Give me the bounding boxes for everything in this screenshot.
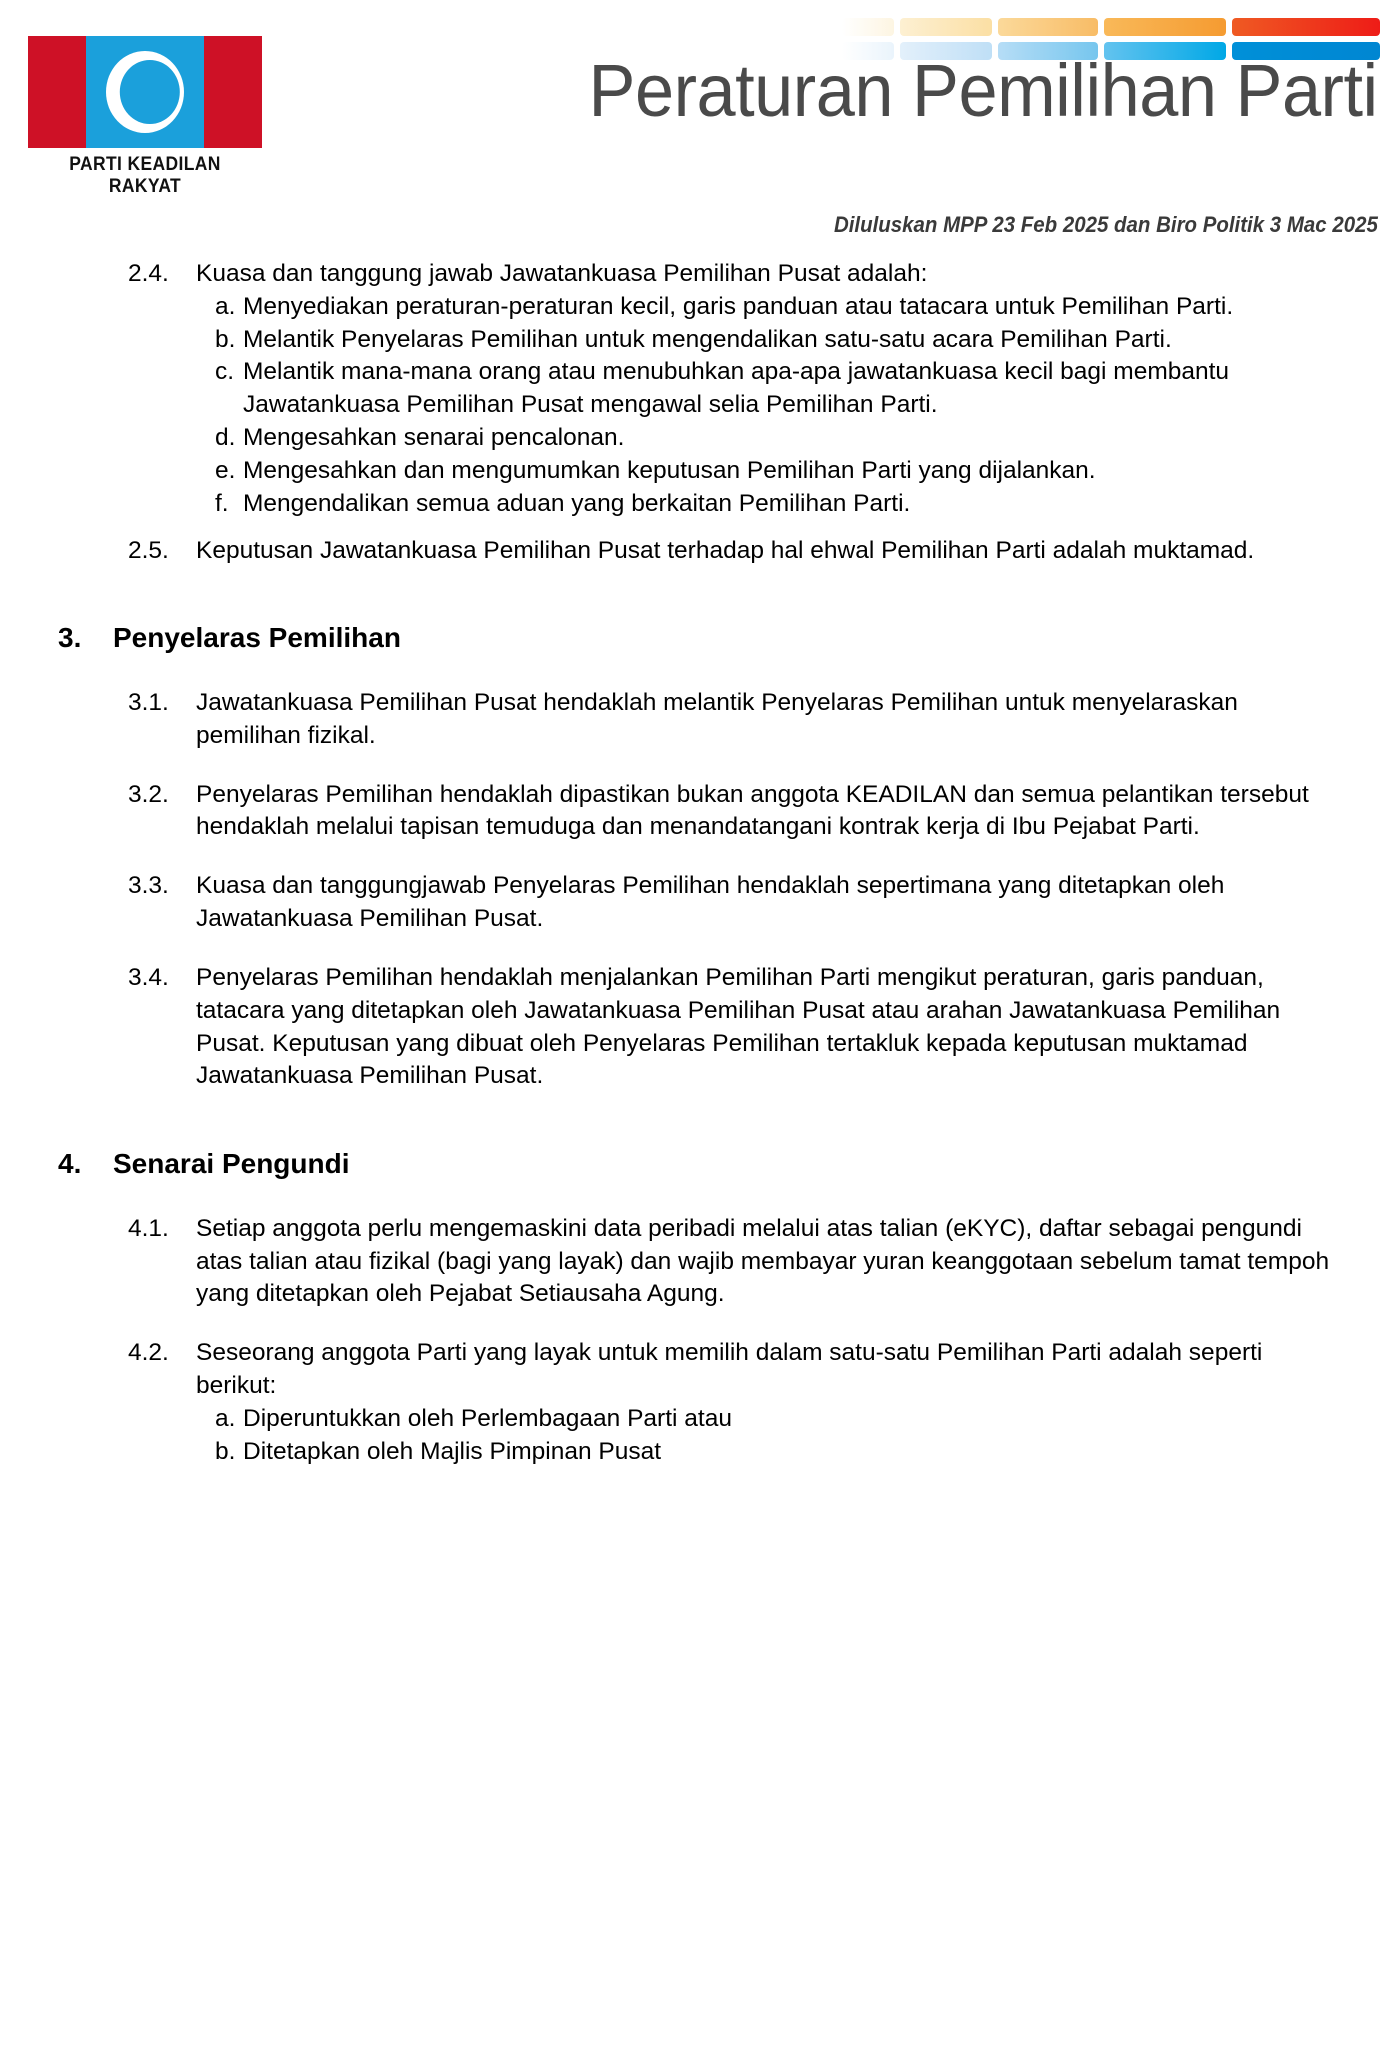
clause-4-2-item-a bbox=[0, 1403, 1338, 1436]
section-3-heading bbox=[0, 619, 1338, 657]
item-text: Ditetapkan oleh Majlis Pimpinan Pusat bbox=[243, 1437, 662, 1465]
clause-2-5-text: Keputusan Jawatankuasa Pemilihan Pusat terhadap hal ehwal Pemilihan Parti adalah muktamad. bbox=[196, 536, 1255, 564]
item-text: Mengendalikan semua aduan yang berkaitan Pemilihan Parti. bbox=[243, 489, 911, 517]
clause-3-3-number: 3.3. bbox=[128, 872, 169, 900]
section-4-title: Senarai Pengundi bbox=[113, 1148, 350, 1180]
clause-4-1 bbox=[0, 1213, 1338, 1311]
clause-3-3-text: Kuasa dan tanggungjawab Penyelaras Pemilihan hendaklah sepertimana yang ditetapkan oleh Jawatankuasa Pemilihan Pusat. bbox=[196, 872, 1225, 933]
clause-2-4-number: 2.4. bbox=[128, 260, 169, 287]
document-header bbox=[0, 0, 1398, 258]
spacer bbox=[0, 753, 1338, 779]
logo-eye-icon bbox=[106, 51, 184, 133]
clause-3-4-text: Penyelaras Pemilihan hendaklah menjalankan Pemilihan Parti mengikut peraturan, garis panduan, tatacara yang ditetapkan oleh Jawatankuasa Pemilihan Pusat atau arahan Jawatankuasa Pemilihan Pusat. Keputusan yang dibuat oleh Penyelaras Pemilihan tertakluk kepada keputusan muktamad Jawatankuasa Pemilihan Pusat. bbox=[196, 963, 1281, 1090]
clause-4-2-item-b bbox=[0, 1436, 1338, 1469]
item-letter: a. bbox=[215, 1404, 236, 1432]
item-letter: f. bbox=[215, 489, 229, 517]
section-3-title: Penyelaras Pemilihan bbox=[113, 622, 401, 654]
clause-3-1-text: Jawatankuasa Pemilihan Pusat hendaklah melantik Penyelaras Pemilihan untuk menyelaraskan pemilihan fizikal. bbox=[196, 688, 1238, 749]
accent-segment-warm-1 bbox=[842, 18, 894, 36]
item-text: Melantik mana-mana orang atau menubuhkan apa-apa jawatankuasa kecil bagi membantu Jawatankuasa Pemilihan Pusat mengawal selia Pemilihan Parti. bbox=[243, 358, 1230, 419]
clause-3-2-text: Penyelaras Pemilihan hendaklah dipastikan bukan anggota KEADILAN dan semua pelantikan tersebut hendaklah melalui tapisan temuduga dan menandatangani kontrak kerja di Ibu Pejabat Parti. bbox=[196, 780, 1309, 841]
clause-3-1 bbox=[0, 687, 1338, 753]
spacer bbox=[0, 936, 1338, 962]
logo-flag-center-panel bbox=[86, 36, 204, 148]
section-4-heading bbox=[0, 1145, 1338, 1183]
item-letter: c. bbox=[215, 358, 235, 386]
item-text: Mengesahkan senarai pencalonan. bbox=[243, 424, 625, 452]
clause-3-2-number: 3.2. bbox=[128, 780, 169, 808]
item-letter: a. bbox=[215, 292, 236, 320]
item-text: Melantik Penyelaras Pemilihan untuk mengendalikan satu-satu acara Pemilihan Parti. bbox=[243, 325, 1172, 353]
document-body bbox=[0, 258, 1398, 1469]
logo-caption: PARTI KEADILAN RAKYAT bbox=[69, 154, 221, 197]
clause-3-2 bbox=[0, 779, 1338, 845]
section-4-number: 4. bbox=[58, 1148, 82, 1180]
section-3-number: 3. bbox=[58, 622, 82, 654]
logo-flag bbox=[28, 36, 262, 148]
page-title: Peraturan Pemilihan Parti bbox=[588, 49, 1378, 132]
clause-2-4-item-b bbox=[0, 324, 1338, 357]
clause-2-5-number: 2.5. bbox=[128, 536, 169, 564]
item-text: Mengesahkan dan mengumumkan keputusan Pemilihan Parti yang dijalankan. bbox=[243, 456, 1096, 484]
clause-2-4-item-f bbox=[0, 488, 1338, 521]
accent-segment-warm-2 bbox=[900, 18, 992, 36]
clause-3-4 bbox=[0, 962, 1338, 1093]
clause-3-4-number: 3.4. bbox=[128, 963, 169, 991]
item-letter: e. bbox=[215, 456, 236, 484]
clause-2-4 bbox=[0, 258, 1338, 291]
clause-2-4-text: Kuasa dan tanggung jawab Jawatankuasa Pemilihan Pusat adalah: bbox=[196, 260, 928, 287]
accent-segment-warm-4 bbox=[1104, 18, 1226, 36]
accent-segment-warm-5 bbox=[1232, 18, 1380, 36]
clause-4-1-text: Setiap anggota perlu mengemaskini data peribadi melalui atas talian (eKYC), daftar sebagai pengundi atas talian atau fizikal (bagi yang layak) dan wajib membayar yuran keanggotaan sebelum tamat tempoh yang ditetapkan oleh Pejabat Setiausaha Agung. bbox=[196, 1214, 1330, 1308]
spacer bbox=[0, 1311, 1338, 1337]
accent-segment-warm-3 bbox=[998, 18, 1098, 36]
spacer bbox=[0, 844, 1338, 870]
clause-2-5 bbox=[0, 535, 1338, 568]
item-letter: b. bbox=[215, 325, 236, 353]
clause-4-2-text: Seseorang anggota Parti yang layak untuk memilih dalam satu-satu Pemilihan Parti adalah seperti berikut: bbox=[196, 1339, 1263, 1400]
page-subtitle: Diluluskan MPP 23 Feb 2025 dan Biro Politik 3 Mac 2025 bbox=[834, 212, 1378, 237]
item-letter: d. bbox=[215, 424, 236, 452]
accent-bar-row-warm bbox=[842, 18, 1380, 36]
clause-2-4-item-a bbox=[0, 291, 1338, 324]
clause-3-1-number: 3.1. bbox=[128, 688, 169, 716]
clause-2-4-item-e bbox=[0, 455, 1338, 488]
spacer bbox=[0, 521, 1338, 535]
clause-4-2 bbox=[0, 1337, 1338, 1403]
item-text: Diperuntukkan oleh Perlembagaan Parti atau bbox=[243, 1404, 732, 1432]
party-logo bbox=[28, 36, 262, 198]
clause-2-4-item-c bbox=[0, 356, 1338, 422]
clause-2-4-item-d bbox=[0, 422, 1338, 455]
clause-4-2-number: 4.2. bbox=[128, 1339, 169, 1367]
item-text: Menyediakan peraturan-peraturan kecil, garis panduan atau tatacara untuk Pemilihan Parti. bbox=[243, 292, 1234, 320]
logo-eye-inner bbox=[120, 60, 180, 124]
clause-3-3 bbox=[0, 870, 1338, 936]
item-letter: b. bbox=[215, 1437, 236, 1465]
clause-4-1-number: 4.1. bbox=[128, 1214, 169, 1242]
